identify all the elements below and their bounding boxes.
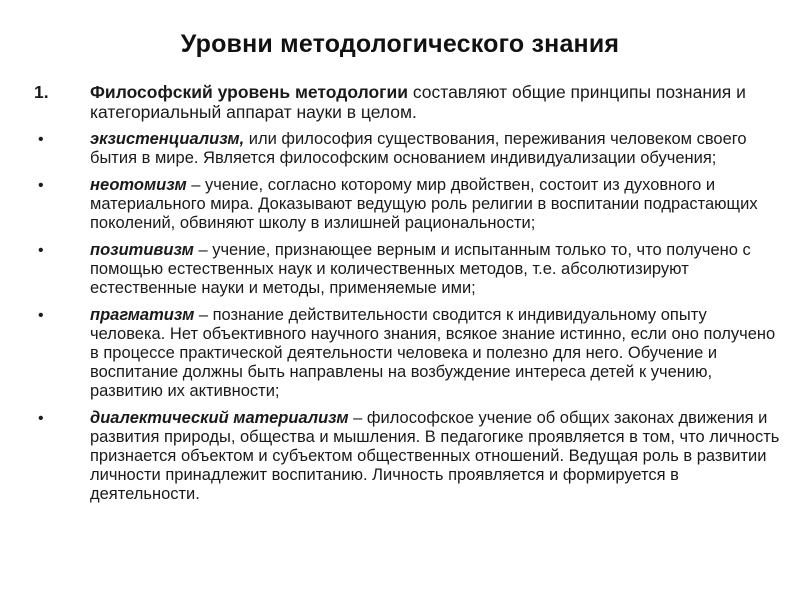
list-item-existentialism	[30, 130, 780, 168]
definition: – философское учение об общих законах движения и развития природы, общества и мышления. В педагогике проявляется в том, что личность признается объектом и субъектом общественных отношений. Ведущая роль в развитии личности принадлежит воспитанию. Личность проявляется и формируется в деятельности.	[90, 409, 780, 503]
bullet-list	[30, 130, 780, 512]
bullet-icon: •	[38, 307, 44, 324]
slide-title: Уровни методологического знания	[180, 30, 620, 58]
term: неотомизм	[90, 176, 187, 194]
list-item-neothomism	[30, 176, 780, 233]
term: экзистенциализм,	[90, 130, 245, 148]
bullet-icon: •	[38, 242, 44, 259]
term: позитивизм	[90, 241, 194, 259]
list-item-text	[90, 130, 780, 168]
list-item-positivism	[30, 241, 780, 298]
definition: – познание действительности сводится к индивидуальному опыту человека. Нет объективного научного знания, всякое знание истинно, если оно получено в процессе практической деятельности человека и полезно для него. Обучение и воспитание должны быть направлены на возбуждение интереса детей к учению, развитию их активности;	[90, 306, 776, 400]
list-item-dialectical-materialism	[30, 409, 780, 504]
intro-paragraph	[30, 82, 780, 122]
term: прагматизм	[90, 306, 195, 324]
list-item-text	[90, 176, 780, 233]
definition: или философия существования, переживания человеком своего бытия в мире. Является философским основанием индивидуализации обучения;	[90, 130, 747, 167]
intro-text	[90, 82, 780, 122]
list-item-text	[90, 241, 780, 298]
bullet-icon: •	[38, 177, 44, 194]
bullet-icon: •	[38, 410, 44, 427]
intro-rest-text: составляют общие принципы познания и категориальный аппарат науки в целом.	[90, 82, 746, 122]
definition: – учение, согласно которому мир двойствен, состоит из духовного и материального мира. Доказывают ведущую роль религии в воспитании подрастающих поколений, обвиняют школу в излишней рациональности;	[90, 176, 758, 232]
bullet-icon: •	[38, 131, 44, 148]
list-item-pragmatism	[30, 306, 780, 401]
list-item-text	[90, 409, 780, 504]
definition: – учение, признающее верным и испытанным только то, что получено с помощью естественных наук и количественных методов, т.е. абсолютизируют естественные науки и методы, применяемые ими;	[90, 241, 751, 297]
intro-number: 1.	[34, 82, 49, 102]
list-item-text	[90, 306, 780, 401]
term: диалектический материализм	[90, 409, 349, 427]
intro-bold-text: Философский уровень методологии	[90, 82, 408, 102]
